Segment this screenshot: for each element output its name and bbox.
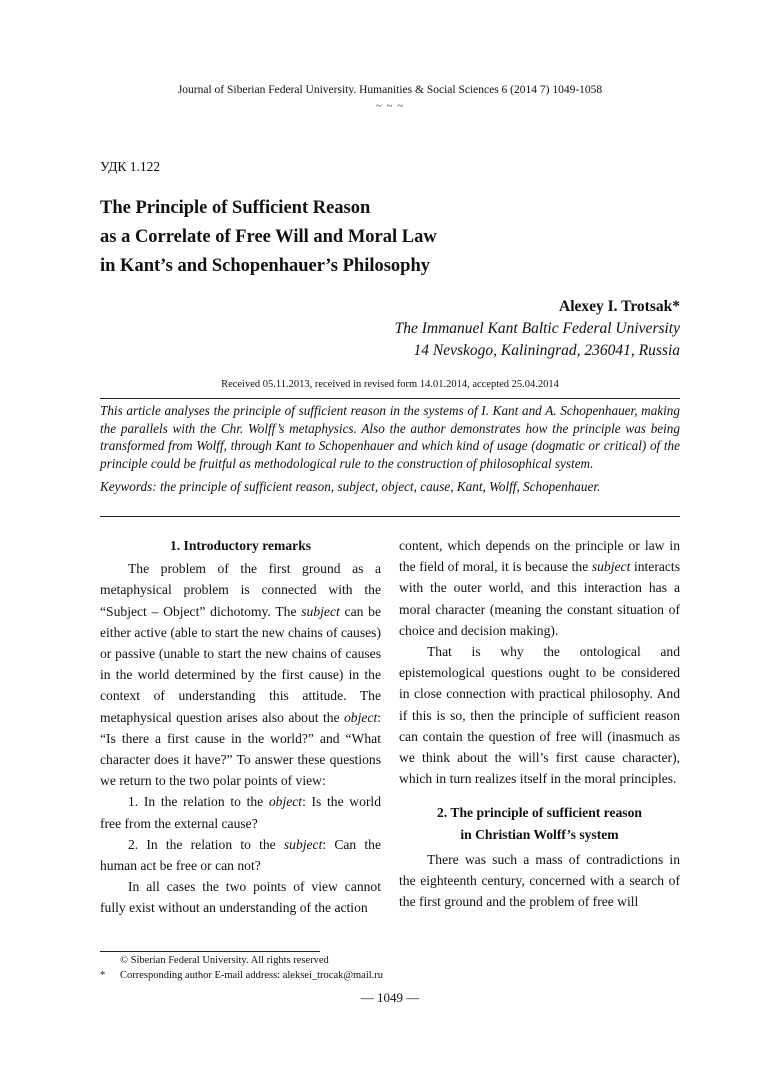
article-title [100,194,437,281]
footnote-rule [100,951,320,952]
abstract-text: This article analyses the principle of sufficient reason in the systems of I. Kant and A. Schopenhauer, making the parallels with the Chr. Wolff’s metaphysics. Also the author demonstrates how the principle was being transformed from Wolff, through Kant to Schopenhauer and which kind of usage (dogmatic or critical) of the principle could be fruitful as methodological rule to the construction of philosophical system. [100,403,680,471]
right-column [399,535,680,912]
list-item-1: 1. In the relation to the object: Is the world free from the external cause? [100,794,381,831]
footnotes [100,953,383,983]
abstract-block [100,402,680,496]
title-line-2: as a Correlate of Free Will and Moral Law [100,227,437,247]
paragraph: In all cases the two points of view cannot fully exist without an understanding of the action [100,879,381,916]
author-affiliation: The Immanuel Kant Baltic Federal University [394,320,680,337]
left-column [100,535,381,919]
abstract-top-rule [100,398,680,399]
paragraph: content, which depends on the principle or law in the field of moral, it is because the subject interacts with the outer world, and this interaction has a moral character (meaning the constant situation of choice and decision making). [399,538,680,638]
section-heading-2: 2. The principle of sufficient reason in Christian Wolff’s system [437,805,642,842]
paragraph: The problem of the first ground as a metaphysical problem is connected with the “Subject – Object” dichotomy. The subject can be either active (able to start the new chains of causes) or passive (unable to start the new chains of causes in the world determined by the first cause) in the context of understanding this attitude. The metaphysical question arises also about the object: “Is there a first cause in the world?” and “What character does it have?” To answer these questions we return to the two polar points of view: [100,561,381,789]
paragraph: There was such a mass of contradictions in the eighteenth century, concerned with a search of the first ground and the problem of free will [399,851,680,910]
author-name: Alexey I. Trotsak* [559,298,680,315]
abstract-bottom-rule [100,516,680,517]
header-ornament: ~ ~ ~ [375,100,405,112]
author-block [395,296,680,362]
page-number: — 1049 — [360,990,420,1005]
received-dates: Received 05.11.2013, received in revised form 14.01.2014, accepted 25.04.2014 [221,379,559,390]
author-address: 14 Nevskogo, Kaliningrad, 236041, Russia [413,342,680,359]
section-heading-1: 1. Introductory remarks [169,538,312,553]
journal-header: Journal of Siberian Federal University. Humanities & Social Sciences 6 (2014 7) 1049-1058 [177,84,603,96]
keywords: Keywords: the principle of sufficient reason, subject, object, cause, Kant, Wolff, Schopenhauer. [100,479,601,494]
corresponding-author-note: * Corresponding author E-mail address: aleksei_trocak@mail.ru [100,970,384,981]
paragraph: That is why the ontological and epistemological questions ought to be considered in close connection with practical philosophy. And if this is so, then the principle of sufficient reason can contain the question of free will (inasmuch as we think about the will’s first cause character), which in turn realizes itself in the moral principles. [399,644,680,787]
list-item-2: 2. In the relation to the subject: Can the human act be free or can not? [100,836,381,874]
title-line-3: in Kant’s and Schopenhauer’s Philosophy [100,256,431,276]
title-line-1: The Principle of Sufficient Reason [100,198,371,218]
copyright-note: © Siberian Federal University. All rights reserved [120,955,329,966]
udk-code: УДК 1.122 [100,159,161,174]
